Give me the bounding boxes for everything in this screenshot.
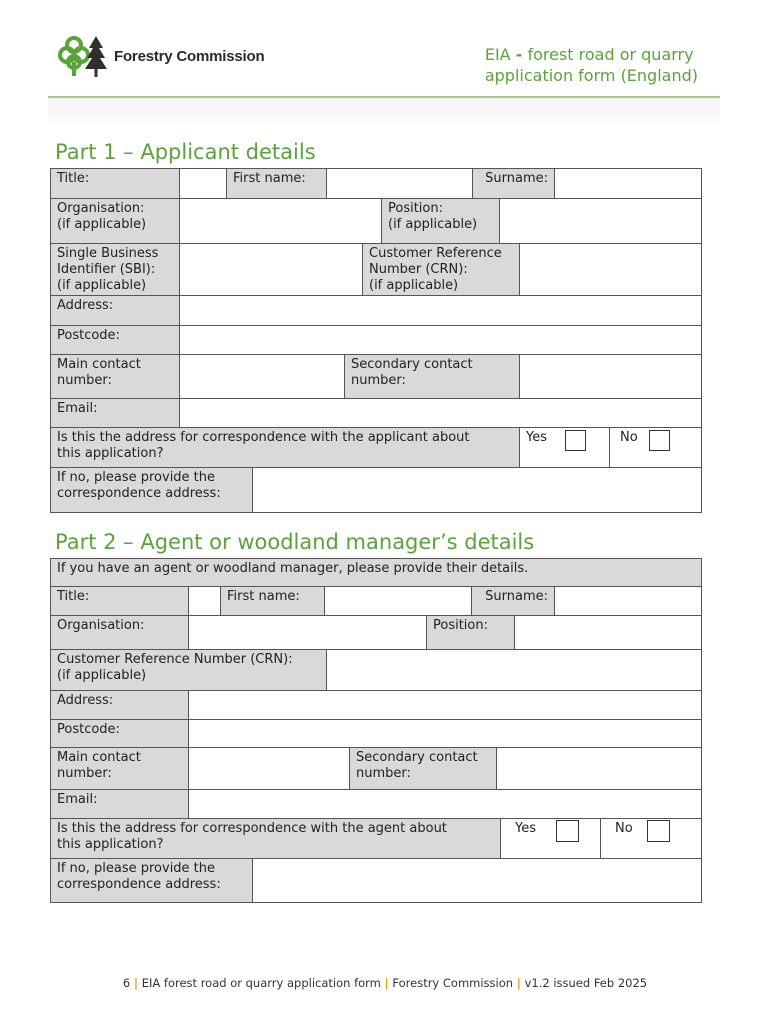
p1-email-label: Email: (50, 398, 180, 428)
p1-organisation-label: Organisation: (if applicable) (50, 198, 180, 244)
p1-position-label: Position: (if applicable) (381, 198, 500, 244)
p2-title-field[interactable] (188, 586, 221, 616)
p2-if-no-label: If no, please provide the correspondence address: (50, 858, 253, 903)
header-shade (48, 98, 720, 128)
p2-intro: If you have an agent or woodland manager, please provide their details. (50, 558, 702, 587)
p2-crn-label: Customer Reference Number (CRN): (if applicable) (50, 649, 327, 691)
p2-organisation-label: Organisation: (50, 615, 189, 650)
p1-yes-label: Yes (526, 430, 547, 445)
p1-organisation-field[interactable] (179, 198, 382, 244)
tree-logo-icon (58, 34, 110, 78)
p1-address-label: Address: (50, 295, 180, 326)
footer-page-number: 6 (122, 976, 131, 990)
title-dash: - (515, 45, 523, 64)
p2-organisation-field[interactable] (188, 615, 427, 650)
p1-surname-field[interactable] (554, 168, 702, 199)
logo-text: Forestry Commission (114, 47, 265, 65)
p2-address-field[interactable] (188, 690, 702, 720)
p1-sbi-label: Single Business Identifier (SBI): (if applicable) (50, 243, 180, 296)
p2-postcode-field[interactable] (188, 719, 702, 748)
p2-postcode-label: Postcode: (50, 719, 189, 748)
p1-surname-label: Surname: (472, 168, 555, 199)
footer-separator: | (133, 976, 139, 990)
p2-position-label: Position: (426, 615, 515, 650)
p2-position-field[interactable] (514, 615, 702, 650)
p2-surname-field[interactable] (554, 586, 702, 616)
p1-secondary-contact-field[interactable] (519, 354, 702, 399)
footer-version: v1.2 issued Feb 2025 (524, 976, 648, 990)
p2-address-label: Address: (50, 690, 189, 720)
p2-crn-field[interactable] (326, 649, 702, 691)
p2-no-checkbox[interactable] (647, 820, 670, 842)
p1-sbi-field[interactable] (179, 243, 363, 296)
p1-main-contact-label: Main contact number: (50, 354, 180, 399)
p1-postcode-label: Postcode: (50, 325, 180, 355)
title-eia: EIA (484, 45, 511, 64)
p2-surname-label: Surname: (471, 586, 555, 616)
p1-if-no-label: If no, please provide the correspondence address: (50, 467, 253, 513)
p1-first-name-field[interactable] (326, 168, 473, 199)
part2-heading: Part 2 – Agent or woodland manager’s details (55, 530, 535, 554)
p2-secondary-contact-label: Secondary contact number: (349, 747, 497, 790)
footer-document-name: EIA forest road or quarry application form (141, 976, 381, 990)
page-footer (0, 976, 770, 990)
p1-title-field[interactable] (179, 168, 227, 199)
p2-email-field[interactable] (188, 789, 702, 819)
p1-first-name-label: First name: (226, 168, 327, 199)
p1-position-field[interactable] (499, 198, 702, 244)
p2-first-name-label: First name: (220, 586, 325, 616)
p1-correspondence-address-field[interactable] (252, 467, 702, 513)
p2-secondary-contact-field[interactable] (496, 747, 702, 790)
p1-no-checkbox[interactable] (649, 430, 670, 451)
p1-email-field[interactable] (179, 398, 702, 428)
p2-yes-checkbox[interactable] (556, 820, 579, 842)
p2-main-contact-label: Main contact number: (50, 747, 189, 790)
footer-separator: | (516, 976, 521, 990)
p1-main-contact-field[interactable] (179, 354, 345, 399)
p2-correspondence-question: Is this the address for correspondence with the agent about this application? (50, 818, 501, 859)
forestry-commission-logo (58, 34, 264, 78)
footer-separator: | (384, 976, 389, 990)
p2-first-name-field[interactable] (324, 586, 472, 616)
p2-correspondence-address-field[interactable] (252, 858, 702, 903)
p1-address-field[interactable] (179, 295, 702, 326)
p1-crn-field[interactable] (519, 243, 702, 296)
p2-no-label: No (615, 821, 633, 836)
p2-email-label: Email: (50, 789, 189, 819)
p2-main-contact-field[interactable] (188, 747, 350, 790)
p1-no-label: No (620, 430, 638, 445)
p1-yes-checkbox[interactable] (565, 430, 586, 451)
p1-crn-label: Customer Reference Number (CRN): (if applicable) (362, 243, 520, 296)
p1-secondary-contact-label: Secondary contact number: (344, 354, 520, 399)
document-title (485, 44, 698, 86)
part1-heading: Part 1 – Applicant details (55, 140, 316, 164)
p1-postcode-field[interactable] (179, 325, 702, 355)
footer-org: Forestry Commission (392, 976, 514, 990)
title-line1: forest road or quarry (527, 45, 694, 64)
title-line2: application form (England) (484, 66, 698, 85)
page-header (0, 0, 770, 100)
p2-yes-cell (500, 818, 601, 859)
p1-title-label: Title: (50, 168, 180, 199)
p2-title-label: Title: (50, 586, 189, 616)
p2-yes-label: Yes (515, 821, 536, 836)
p1-correspondence-question: Is this the address for correspondence with the applicant about this application? (50, 427, 520, 468)
